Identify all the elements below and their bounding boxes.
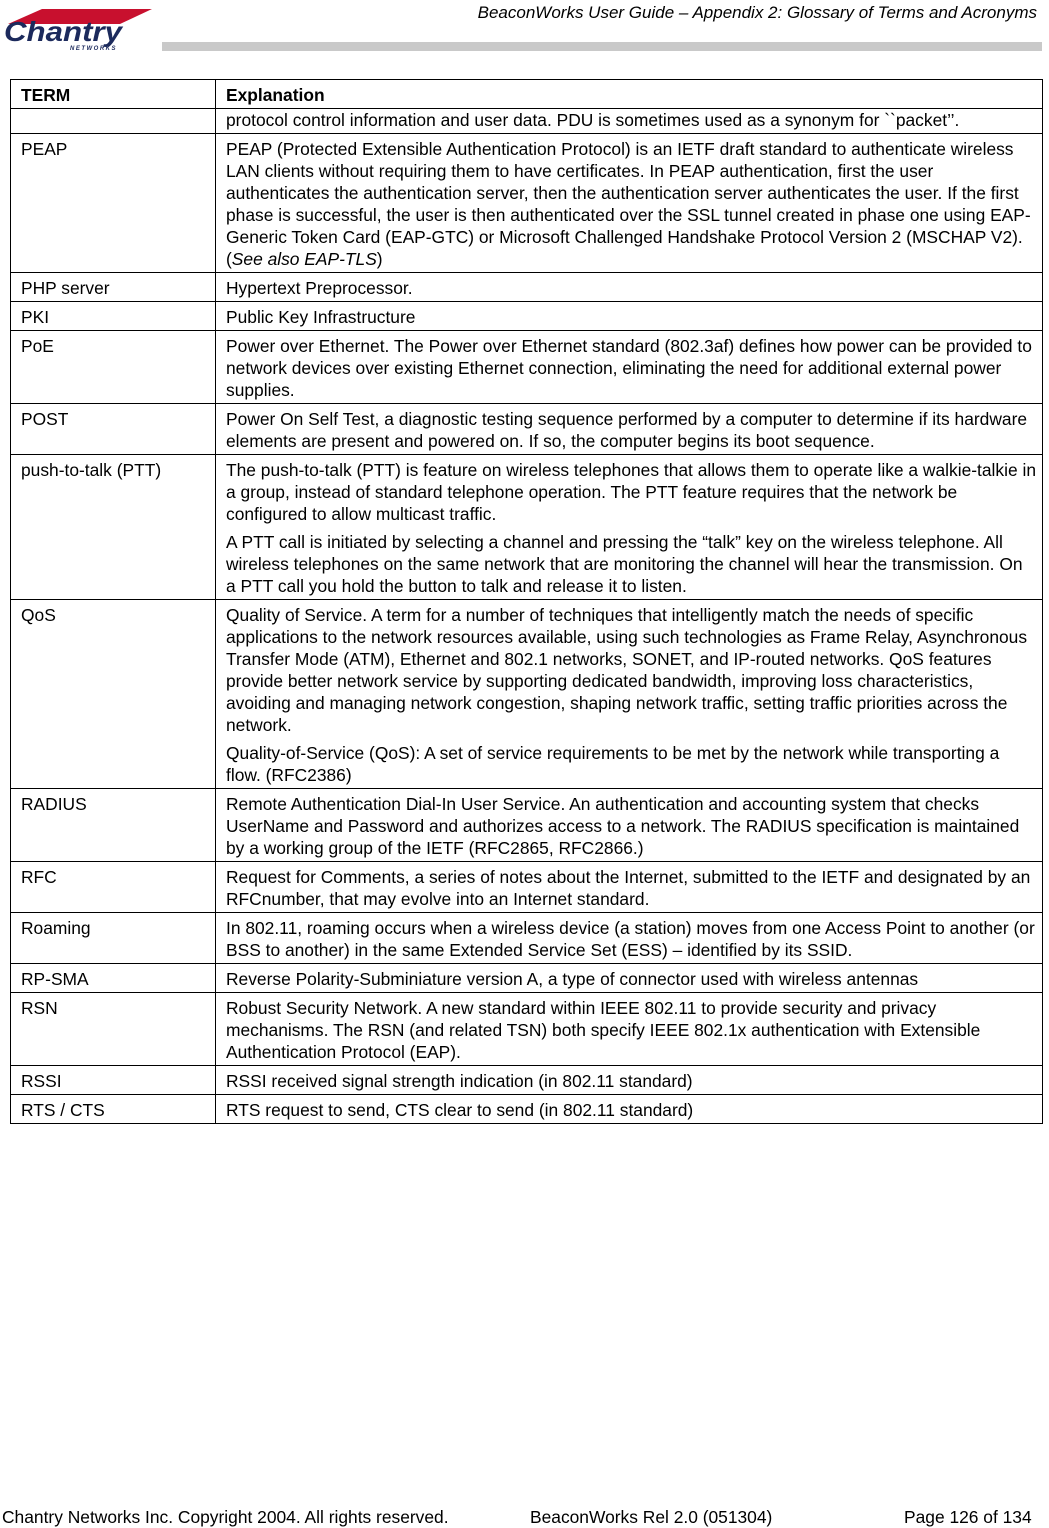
table-row <box>11 993 1043 1066</box>
explanation-cell <box>216 1095 1043 1124</box>
table-row <box>11 789 1043 862</box>
term-cell: RFC <box>11 862 216 913</box>
table-row <box>11 1066 1043 1095</box>
explanation-cell <box>216 404 1043 455</box>
explanation-paragraph <box>226 917 1036 961</box>
logo-subtext: NETWORKS <box>70 46 117 52</box>
chantry-logo <box>2 4 158 52</box>
page-header <box>0 0 1049 60</box>
explanation-text: Quality of Service. A term for a number of techniques that intelligently match the needs of specific applications to the network resources available, using such technologies as Frame Relay, Asynchronous Transfer Mode (ATM), Ethernet and 802.1 networks, SONET, and IP-routed networks. QoS features provide better network service by supporting dedicated bandwidth, improving loss characteristics, avoiding and managing network congestion, shaping network traffic, setting traffic priorities across the network. <box>226 605 1028 735</box>
glossary-body <box>11 109 1043 1124</box>
title-appendix: – Appendix 2: Glossary of Terms and Acronyms <box>674 3 1037 22</box>
term-column-header: TERM <box>11 80 216 109</box>
explanation-text: A PTT call is initiated by selecting a channel and pressing the “talk” key on the wireless telephone. All wireless telephones on the same network that are monitoring the channel will hear the transmission. On a PTT call you hold the button to talk and release it to listen. <box>226 532 1023 596</box>
table-row <box>11 1095 1043 1124</box>
table-row <box>11 302 1043 331</box>
explanation-cell <box>216 789 1043 862</box>
explanation-text: Request for Comments, a series of notes about the Internet, submitted to the IETF and designated by an RFCnumber, that may evolve into an Internet standard. <box>226 867 1031 909</box>
table-header-row <box>11 80 1043 109</box>
explanation-paragraph <box>226 408 1036 452</box>
table-row <box>11 913 1043 964</box>
explanation-text: PEAP (Protected Extensible Authentication Protocol) is an IETF draft standard to authenticate wireless LAN clients without requiring them to have certificates. In PEAP authentication, first the user authenticates the authentication server, then the authentication server authenticates the user. If the first phase is successful, the user is then authenticated over the SSL tunnel created in phase one using EAP-Generic Token Card (EAP-GTC) or Microsoft Challenged Handshake Protocol Version 2 (MSCHAP V2). <box>226 139 1031 247</box>
term-cell: push-to-talk (PTT) <box>11 455 216 600</box>
explanation-cell <box>216 964 1043 993</box>
term-cell: PHP server <box>11 273 216 302</box>
document-title <box>478 3 1037 23</box>
explanation-text: Remote Authentication Dial-In User Service. An authentication and accounting system that checks UserName and Password and authorizes access to a network. The RADIUS specification is maintained by a working group of the IETF (RFC2865, RFC2866.) <box>226 794 1020 858</box>
logo-wordmark: Chantry <box>4 16 124 47</box>
term-cell <box>11 109 216 134</box>
table-row <box>11 134 1043 273</box>
explanation-cell <box>216 913 1043 964</box>
explanation-text: The push-to-talk (PTT) is feature on wireless telephones that allows them to operate like a walkie-talkie in a group, instead of standard telephone operation. The PTT feature requires that the network be configured to allow multicast traffic. <box>226 460 1037 524</box>
explanation-text: In 802.11, roaming occurs when a wireless device (a station) moves from one Access Point to another (or BSS to another) in the same Extended Service Set (ESS) – identified by its SSID. <box>226 918 1035 960</box>
explanation-cell <box>216 109 1043 134</box>
explanation-cell <box>216 600 1043 789</box>
explanation-text: Hypertext Preprocessor. <box>226 278 413 298</box>
footer-page-number: Page 126 of 134 <box>904 1507 1032 1527</box>
explanation-paragraph <box>226 968 1036 990</box>
term-cell: QoS <box>11 600 216 789</box>
table-row <box>11 862 1043 913</box>
explanation-text: Reverse Polarity-Subminiature version A, a type of connector used with wireless antennas <box>226 969 919 989</box>
explanation-paragraph <box>226 866 1036 910</box>
explanation-paragraph <box>226 997 1036 1063</box>
explanation-text: RSSI received signal strength indication (in 802.11 standard) <box>226 1071 693 1091</box>
explanation-cell <box>216 862 1043 913</box>
footer-release: BeaconWorks Rel 2.0 (051304) <box>530 1507 773 1527</box>
term-cell: RTS / CTS <box>11 1095 216 1124</box>
table-row <box>11 600 1043 789</box>
table-row <box>11 455 1043 600</box>
table-row <box>11 273 1043 302</box>
explanation-paragraph: PEAP (Protected Extensible Authentication Protocol) is an IETF draft standard to authenticate wireless LAN clients without requiring them to have certificates. In PEAP authentication, first the user authenticates the authentication server, then the authentication server authenticates the user. If the first phase is successful, the user is then authenticated over the SSL tunnel created in phase one using EAP-Generic Token Card (EAP-GTC) or Microsoft Challenged Handshake Protocol Version 2 (MSCHAP V2). (See also EAP-TLS) <box>226 139 1031 269</box>
term-cell: Roaming <box>11 913 216 964</box>
explanation-cell <box>216 302 1043 331</box>
explanation-paragraph <box>226 109 1036 131</box>
term-cell: PoE <box>11 331 216 404</box>
explanation-paragraph <box>226 277 1036 299</box>
table-row <box>11 404 1043 455</box>
explanation-cell <box>216 455 1043 600</box>
footer-copyright: Chantry Networks Inc. Copyright 2004. All rights reserved. <box>2 1507 449 1527</box>
term-cell: PKI <box>11 302 216 331</box>
explanation-text: Power over Ethernet. The Power over Ethernet standard (802.3af) defines how power can be provided to network devices over existing Ethernet connection, eliminating the need for additional external power supplies. <box>226 336 1032 400</box>
page-footer <box>0 1507 1049 1528</box>
explanation-paragraph <box>226 1099 1036 1121</box>
explanation-paragraph <box>226 742 1036 786</box>
table-row <box>11 109 1043 134</box>
explanation-cell <box>216 134 1043 273</box>
glossary-table <box>10 79 1043 1124</box>
term-cell: RADIUS <box>11 789 216 862</box>
explanation-paragraph <box>226 793 1036 859</box>
explanation-text: Robust Security Network. A new standard within IEEE 802.11 to provide security and privacy mechanisms. The RSN (and related TSN) both specify IEEE 802.1x authentication with Extensible Authentication Protocol (EAP). <box>226 998 981 1062</box>
explanation-paragraph <box>226 1070 1036 1092</box>
explanation-column-header: Explanation <box>216 80 1043 109</box>
explanation-paragraph <box>226 604 1036 736</box>
term-cell: RSSI <box>11 1066 216 1095</box>
term-cell: RSN <box>11 993 216 1066</box>
see-also-reference: See also EAP-TLS <box>231 249 377 269</box>
explanation-text: Power On Self Test, a diagnostic testing sequence performed by a computer to determine if its hardware elements are present and powered on. If so, the computer begins its boot sequence. <box>226 409 1028 451</box>
explanation-cell <box>216 331 1043 404</box>
explanation-paragraph <box>226 335 1036 401</box>
explanation-paragraph <box>226 306 1036 328</box>
term-cell: POST <box>11 404 216 455</box>
explanation-cell <box>216 993 1043 1066</box>
explanation-paragraph <box>226 531 1036 597</box>
explanation-text: Quality-of-Service (QoS): A set of service requirements to be met by the network while transporting a flow. (RFC2386) <box>226 743 1000 785</box>
explanation-cell <box>216 1066 1043 1095</box>
explanation-paragraph <box>226 459 1036 525</box>
table-row <box>11 964 1043 993</box>
term-cell: RP-SMA <box>11 964 216 993</box>
table-row <box>11 331 1043 404</box>
title-guide-name: BeaconWorks User Guide <box>477 3 675 22</box>
term-cell: PEAP <box>11 134 216 273</box>
explanation-text: protocol control information and user data. PDU is sometimes used as a synonym for ``packet’’. <box>226 110 960 130</box>
explanation-cell <box>216 273 1043 302</box>
explanation-text: Public Key Infrastructure <box>226 307 416 327</box>
explanation-text: RTS request to send, CTS clear to send (in 802.11 standard) <box>226 1100 694 1120</box>
header-rule <box>162 42 1042 51</box>
